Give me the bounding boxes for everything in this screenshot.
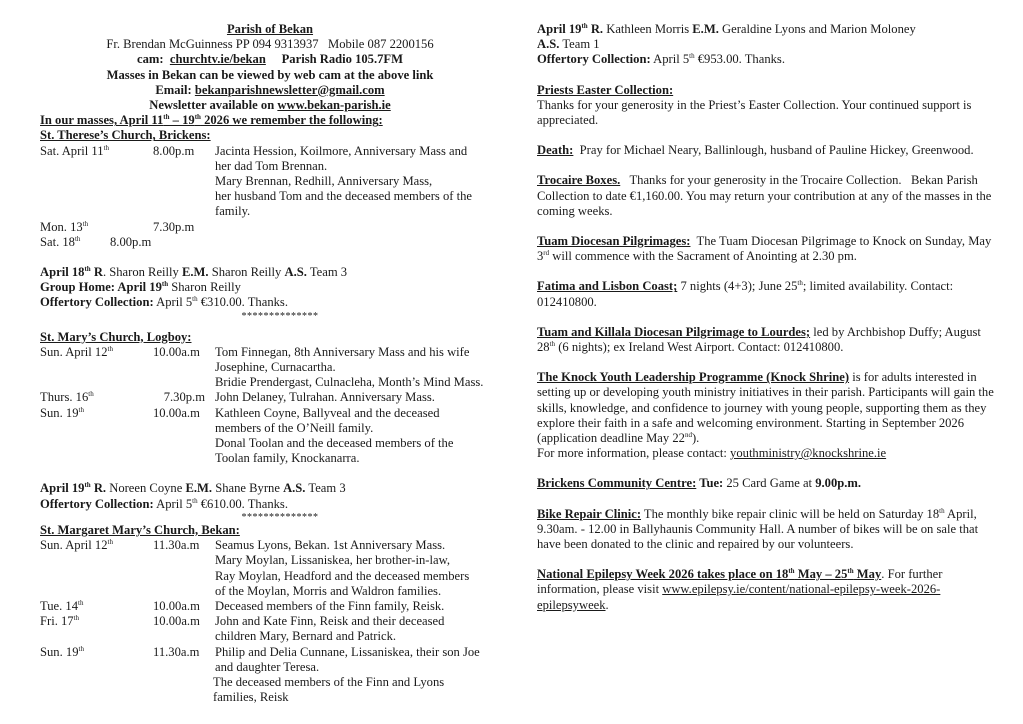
email-line: Email: bekanparishnewsletter@gmail.com	[155, 82, 385, 97]
offertory-bekan: Offertory Collection: April 5th €953.00. Thanks.	[537, 52, 785, 67]
parish-radio: Parish Radio 105.7FM	[281, 52, 403, 67]
ministers-bekan: April 19th R. Kathleen Morris E.M. Geraldine Lyons and Marion Moloney A.S. Team 1	[537, 21, 916, 52]
left-column	[40, 22, 500, 705]
mass-row: Sun. April 12th 10.00a.m Tom Finnegan, 8th Anniversary Mass and his wife Josephine, Curnacartha. Bridie Prendergast, Culnacleha, Month’s Mind Mass.	[40, 344, 484, 390]
group-home: Group Home: April 19th Sharon Reilly	[40, 280, 241, 295]
notice-trocaire: Trocaire Boxes. Thanks for your generosity in the Trocaire Collection. Bekan Parish Collection to date €1,160.00. You may return your contribution at any of the masses in the coming weeks.	[537, 173, 995, 218]
church-name-bekan: St. Margaret Mary’s Church, Bekan:	[40, 522, 240, 537]
notice-brickens-centre: Brickens Community Centre: Tue: 25 Card Game at 9.00p.m.	[537, 476, 862, 491]
mass-row: Sat. 18th 8.00p.m	[40, 234, 152, 249]
offertory-brickens: Offertory Collection: April 5th €310.00. Thanks.	[40, 295, 288, 310]
notice-epilepsy: National Epilepsy Week 2026 takes place on 18th May – 25th May. For further information, please visit www.epilepsy.ie/content/national-epilepsy-week-2026-epilepsyweek.	[537, 567, 943, 612]
mass-row: Thurs. 16th 7.30p.m John Delaney, Tulrahan. Anniversary Mass.	[40, 390, 435, 405]
mass-row: Sun. April 12th 11.30a.m Seamus Lyons, Bekan. 1st Anniversary Mass. Mary Moylan, Lissaniskea, her brother-in-law, Ray Moylan, Headford and the deceased members of the Moylan, Morris and Waldron families.	[40, 537, 470, 598]
website-line: Newsletter available on www.bekan-parish.ie	[149, 98, 391, 113]
mass-row: Sun. 19th 10.00a.m Kathleen Coyne, Ballyveal and the deceased members of the O’Neill family. Donal Toolan and the deceased members of the Toolan family, Knockanarra.	[40, 405, 454, 466]
remember-heading: In our masses, April 11th – 19th 2026 we remember the following:	[40, 113, 383, 128]
newsletter-header	[40, 22, 500, 113]
notice-fatima: Fatima and Lisbon Coast; 7 nights (4+3); June 25th; limited availability. Contact: 012410800.	[537, 279, 954, 309]
notice-priests-easter	[537, 83, 997, 129]
youth-ministry-email-link[interactable]: youthministry@knockshrine.ie	[730, 446, 887, 461]
church-name-logboy: St. Mary’s Church, Logboy:	[40, 329, 192, 344]
webcam-note: Masses in Bekan can be viewed by web cam at the above link	[106, 67, 434, 82]
cam-line: cam: churchtv.ie/bekan Parish Radio 105.7FM	[137, 52, 403, 67]
notice-bike-repair: Bike Repair Clinic: The monthly bike repair clinic will be held on Saturday 18th April, 9.30am. - 12.00 in Ballyhaunis Community Hall. A number of bikes will be on sale that have been donated to the clinic and repaired by our volunteers.	[537, 506, 979, 552]
church-name-brickens: St. Therese’s Church, Brickens:	[40, 128, 211, 143]
mass-schedule-logboy	[40, 345, 500, 467]
notice-lourdes: Tuam and Killala Diocesan Pilgrimage to Lourdes; led by Archbishop Duffy; August 28th (6 nights); ex Ireland West Airport. Contact: 012410800.	[537, 324, 981, 355]
parish-title: Parish of Bekan	[226, 22, 314, 36]
mass-schedule-brickens	[40, 144, 500, 250]
right-column	[537, 22, 997, 628]
priest-contact: Fr. Brendan McGuinness PP 094 9313937 Mobile 087 2200156	[106, 37, 434, 52]
ministers-brickens: April 18th R. Sharon Reilly E.M. Sharon Reilly A.S. Team 3	[40, 264, 348, 280]
notice-body: Thanks for your generosity in the Priest’s Easter Collection. Your continued support is appreciated.	[537, 97, 972, 128]
mass-row: Sun. 19th 11.30a.m Philip and Delia Cunnane, Lissaniskea, their son Joe and daughter Teresa. The deceased members of the Finn and Lyons families, Reisk	[40, 644, 480, 705]
notice-tuam-pilgrimages: Tuam Diocesan Pilgrimages: The Tuam Diocesan Pilgrimage to Knock on Sunday, May 3rd will commence with the Sacrament of Anointing at 2.30 pm.	[537, 234, 995, 264]
mass-row: Tue. 14th 10.00a.m Deceased members of the Finn family, Reisk.	[40, 598, 445, 613]
cam-link[interactable]: churchtv.ie/bekan	[169, 52, 266, 67]
ministers-logboy: April 19th R. Noreen Coyne E.M. Shane Byrne A.S. Team 3	[40, 481, 346, 496]
mass-row: Mon. 13th 7.30p.m	[40, 219, 195, 234]
mass-row: Sat. April 11th 8.00p.m Jacinta Hession, Koilmore, Anniversary Mass and her dad Tom Brennan. Mary Brennan, Redhill, Anniversary Mass, her husband Tom and the deceased members of the family.	[40, 143, 472, 219]
mass-schedule-bekan	[40, 538, 500, 705]
epilepsy-link[interactable]: www.epilepsy.ie/content/national-epilepsy-week-2026-epilepsyweek	[537, 582, 941, 612]
mass-row: Fri. 17th 10.00a.m John and Kate Finn, Reisk and their deceased children Mary, Bernard and Patrick.	[40, 613, 445, 644]
website-link[interactable]: www.bekan-parish.ie	[277, 98, 391, 113]
separator: **************	[241, 310, 319, 322]
notice-title: Priests Easter Collection:	[537, 82, 674, 97]
offertory-logboy: Offertory Collection: April 5th €610.00. Thanks.	[40, 496, 288, 511]
email-link[interactable]: bekanparishnewsletter@gmail.com	[194, 82, 385, 97]
separator: **************	[241, 511, 319, 523]
notice-knock-youth: The Knock Youth Leadership Programme (Knock Shrine) is for adults interested in setting up or developing youth ministry initiatives in their parish. Participants will gain the skills, knowledge, and confidence to journey with young people, supporting them as they explore their faith in a safe and welcoming environment. Starting in September 2026 (application deadline May 22nd). For more information, please contact: youthministry@knockshrine.ie	[537, 370, 994, 461]
notice-death: Death: Pray for Michael Neary, Ballinlough, husband of Pauline Hickey, Greenwood.	[537, 143, 974, 158]
